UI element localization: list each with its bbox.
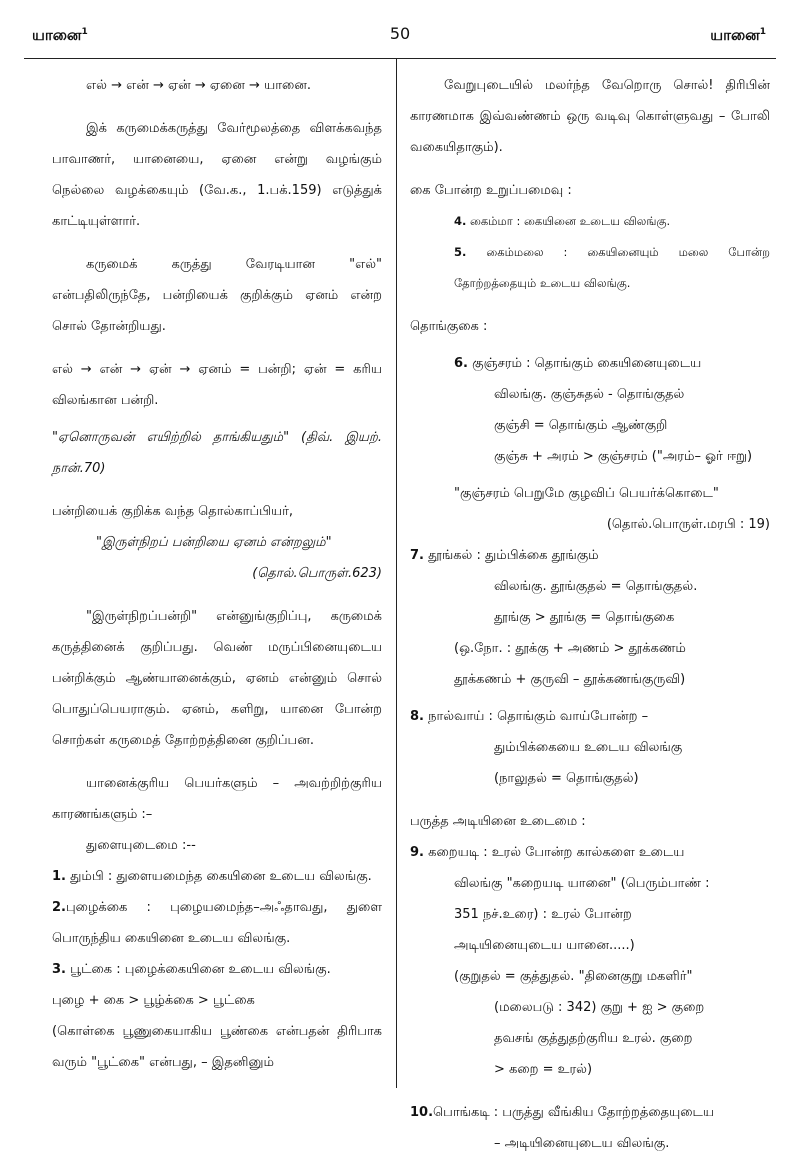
item-5	[410, 237, 770, 299]
item-9-number: 9.	[410, 845, 424, 860]
item-10-text: பொங்கடி : பருத்து வீங்கிய தோற்றத்தையுடைய	[433, 1105, 715, 1120]
item-6-text: குஞ்சரம் : தொங்கும் கையினையுடைய	[472, 356, 702, 371]
item-8-text: நால்வாய் : தொங்கும் வாய்போன்ற –	[428, 709, 649, 724]
item-9-text: கறையடி : உரல் போன்ற கால்களை உடைய	[428, 845, 685, 860]
paragraph-4: "இருள்நிறப்பன்றி" என்னுங்குறிப்பு, கருமைக் கருத்தினைக் குறிப்பது. வெண் மருப்பினையுடைய பன்றிக்கும் ஆண்யானைக்கும், ஏனம் என்னும் சொல் பொதுப்பெயராகும். ஏனம், களிறு, யானை போன்ற சொற்கள் கருமைத் தோற்றத்தினை குறிப்பன.	[52, 609, 382, 748]
item-3-text: பூட்கை : புழைக்கையினை உடைய விலங்கு.	[70, 962, 331, 977]
item-6-line-3: குஞ்சி = தொங்கும் ஆண்குறி	[494, 418, 668, 433]
item-9-line-8: > கறை = உரல்)	[494, 1062, 593, 1077]
column-divider	[396, 58, 397, 1088]
item-10	[410, 1097, 770, 1128]
item-2-text: புழைக்கை : புழையமைந்த–அஃதாவது, துளை பொருந்திய கையினை உடைய விலங்கு.	[52, 900, 382, 946]
item-6-line-4: குஞ்சு + அரம் > குஞ்சரம் ("அரம்– ஓர் ஈறு)	[494, 449, 753, 464]
quote-2: "இருள்நிறப் பன்றியை ஏனம் என்றலும்"	[96, 535, 332, 550]
running-head-right	[710, 26, 766, 46]
item-8-line-2: தும்பிக்கையை உடைய விலங்கு	[494, 740, 683, 755]
item-8	[410, 701, 770, 732]
subheading-hollowness: துளையுடைமை :--	[86, 838, 196, 853]
quote-3: "குஞ்சரம் பெறுமே குழவிப் பெயர்க்கொடை"	[454, 486, 719, 501]
paragraph-1: இக் கருமைக்கருத்து வேர்மூலத்தை விளக்கவந்த பாவாணர், யானையை, ஏனை என்று வழங்கும் நெல்லை வழக்கையும் (வே.க., 1.பக்.159) எடுத்துக் காட்டியுள்ளார்.	[52, 121, 382, 229]
spacer	[410, 794, 770, 806]
item-7-line-2: விலங்கு. தூங்குதல் = தொங்குதல்.	[494, 579, 698, 594]
item-9	[410, 837, 770, 868]
item-9-line-7: தவசங் குத்துதற்குரிய உரல். குறை	[494, 1031, 693, 1046]
quote-3-source: (தொல்.பொருள்.மரபி : 19)	[606, 517, 770, 532]
item-10-number: 10.	[410, 1105, 434, 1120]
item-4-number: 4.	[454, 214, 467, 228]
spacer	[52, 101, 382, 113]
item-5-text: கைம்மலை : கையினையும் மலை போன்ற தோற்றத்தையும் உடைய விலங்கு.	[454, 245, 770, 290]
item-8-line-3: (நாலுதல் = தொங்குதல்)	[494, 771, 639, 786]
spacer	[410, 163, 770, 175]
item-5-number: 5.	[454, 245, 467, 259]
derivation-line-2: எல் → என் → ஏன் → ஏனம் = பன்றி; ஏன் = கரிய விலங்கான பன்றி.	[52, 362, 382, 408]
item-3-number: 3.	[52, 962, 66, 977]
page-header	[0, 0, 800, 60]
item-9-line-6: (மலைபடு : 342) குறு + ஐ > குறை	[494, 1000, 705, 1015]
spacer	[52, 756, 382, 768]
item-2-number: 2.	[52, 900, 66, 915]
subheading-trunk-like: கை போன்ற உறுப்பமைவு :	[410, 183, 572, 198]
continuation-paragraph: வேறுபுடையில் மலர்ந்த வேறொரு சொல்! திரிபின் காரணமாக இவ்வண்ணம் ஒரு வடிவு கொள்ளுவது – போலி வகையிதாகும்).	[410, 78, 770, 155]
paragraph-2: கருமைக் கருத்து வேரடியான "எல்" என்பதிலிருந்தே, பன்றியைக் குறிக்கும் ஏனம் என்ற சொல் தோன்றியது.	[52, 257, 382, 334]
spacer	[52, 484, 382, 496]
header-rule	[24, 58, 776, 59]
quote-2-source: (தொல்.பொருள்.623)	[252, 566, 382, 581]
item-7-text: தூங்கல் : தும்பிக்கை தூங்கும்	[428, 548, 599, 563]
item-9-line-4: அடியினையுடைய யானை.....)	[454, 938, 635, 953]
page-number: 50	[389, 24, 411, 43]
item-10-line-2: – அடியினையுடைய விலங்கு.	[494, 1136, 670, 1151]
spacer	[52, 237, 382, 249]
item-7-line-3: தூங்கு > தூங்கு = தொங்குகை	[494, 610, 675, 625]
running-head-right-text: யானை	[710, 26, 760, 44]
section-heading: யானைக்குரிய பெயர்களும் – அவற்றிற்குரிய காரணங்களும் :–	[52, 776, 382, 822]
quote-1: "ஏனொருவன் எயிற்றில் தாங்கியதும்" (திவ். இயற். நான்.70)	[52, 430, 382, 476]
item-4	[410, 206, 770, 237]
item-4-text: கைம்மா : கையினை உடைய விலங்கு.	[470, 214, 671, 228]
subheading-thick-foot: பருத்த அடியினை உடைமை :	[410, 814, 586, 829]
item-9-line-2: விலங்கு "கறையடி யானை" (பெரும்பாண் :	[454, 876, 710, 891]
item-7-number: 7.	[410, 548, 424, 563]
running-head-right-sup: 1	[759, 27, 766, 37]
item-3-note: (கொள்கை பூணுகையாகிய பூண்கை என்பதன் திரிபாக வரும் "பூட்கை" என்பது, – இதனினும்	[52, 1024, 382, 1070]
derivation-line-1: எல் → என் → ஏன் → ஏனை → யானை.	[86, 78, 312, 93]
item-3	[52, 954, 382, 985]
spacer	[410, 299, 770, 311]
subheading-hanging-trunk: தொங்குகை :	[410, 319, 488, 334]
item-9-line-5: (குறுதல் = குத்துதல். "தினைகுறு மகளிர்"	[454, 969, 693, 984]
spacer	[410, 1085, 770, 1097]
spacer	[52, 589, 382, 601]
item-1	[52, 861, 382, 892]
item-7-line-5: தூக்கணம் + குருவி – தூக்கணங்குருவி)	[454, 672, 686, 687]
left-column	[52, 70, 382, 1078]
spacer	[52, 342, 382, 354]
item-6	[410, 348, 770, 379]
running-head-left-text: யானை	[32, 26, 82, 44]
item-2	[52, 892, 382, 954]
item-1-number: 1.	[52, 869, 66, 884]
right-column	[410, 70, 770, 1159]
item-7	[410, 540, 770, 571]
item-8-number: 8.	[410, 709, 424, 724]
item-9-line-3: 351 நச்.உரை) : உரல் போன்ற	[454, 907, 632, 922]
item-6-number: 6.	[454, 356, 468, 371]
item-7-line-4: (ஒ.நோ. : தூக்கு + அணம் > தூக்கணம்	[454, 641, 686, 656]
item-1-text: தும்பி : துளையமைந்த கையினை உடைய விலங்கு.	[70, 869, 372, 884]
item-6-line-2: விலங்கு. குஞ்சுதல் - தொங்குதல்	[494, 387, 685, 402]
paragraph-3-intro: பன்றியைக் குறிக்க வந்த தொல்காப்பியர்,	[52, 504, 294, 519]
running-head-left-sup: 1	[81, 27, 88, 37]
item-3-derivation: புழை + கை > பூழ்க்கை > பூட்கை	[52, 993, 255, 1008]
